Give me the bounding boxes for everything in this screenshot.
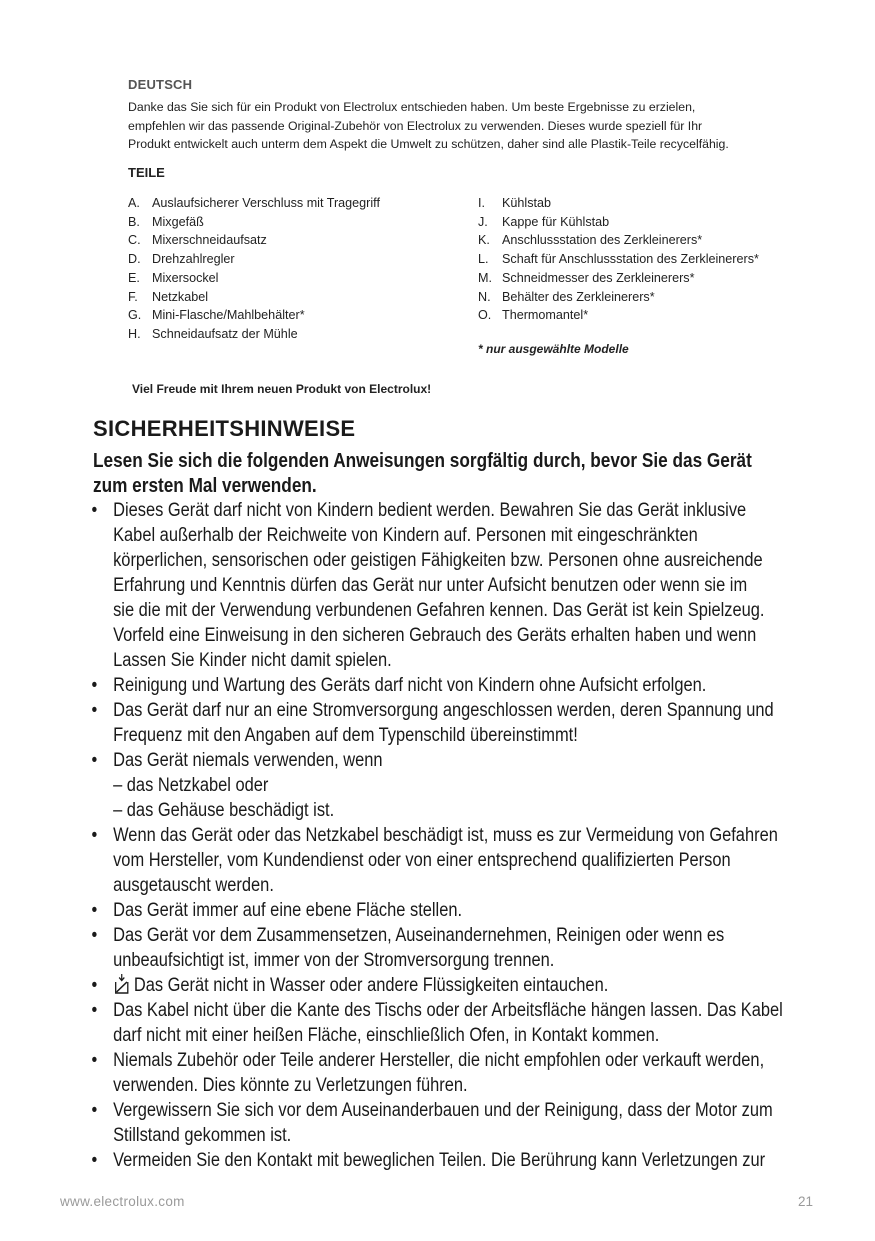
part-item [128,288,380,307]
part-item [478,194,759,213]
part-key: H. [128,326,141,341]
part-label: Kühlstab [502,196,552,210]
safety-item [88,673,819,698]
page-number: 21 [798,1194,814,1209]
intro-line: Danke das Sie sich für ein Produkt von Electrolux entschieden haben. Um beste Ergebnisse zu erzielen, [128,100,696,114]
models-note: * nur ausgewählte Modelle [478,342,629,356]
safety-title: SICHERHEITSHINWEISE [93,416,356,441]
safety-list [88,498,819,1173]
part-label: Auslaufsicherer Verschluss mit Tragegriff [152,196,380,210]
safety-line: – das Netzkabel oder [113,775,269,796]
parts-list-right [478,194,759,325]
part-key: I. [478,196,485,210]
safety-line: darf nicht mit einer heißen Fläche, einschließlich Ofen, in Kontakt kommen. [113,1025,660,1046]
no-immersion-icon [113,974,130,994]
part-label: Schaft für Anschlussstation des Zerkleinerers* [502,252,759,267]
safety-line: • Niemals Zubehör oder Teile anderer Hersteller, die nicht empfohlen oder verkauft werden, [113,1050,765,1071]
part-label: Mixersockel [152,270,219,285]
part-key: J. [478,214,488,229]
part-key: O. [478,308,492,323]
safety-item [88,748,819,823]
safety-line: Kabel außerhalb der Reichweite von Kindern auf. Personen mit eingeschränkten [113,525,698,546]
safety-line [113,973,819,998]
safety-line: Frequenz mit den Angaben auf dem Typenschild übereinstimmt! [113,725,578,746]
part-key: D. [128,252,141,267]
safety-lead-line: Lesen Sie sich die folgenden Anweisungen sorgfältig durch, bevor Sie das Gerät [93,450,752,472]
safety-line: vom Hersteller, vom Kundendienst oder von einer entsprechend qualifizierten Person [113,850,731,871]
part-item [478,213,759,232]
safety-line: • Wenn das Gerät oder das Netzkabel beschädigt ist, muss es zur Vermeidung von Gefahren [113,825,778,846]
safety-item [88,923,819,973]
safety-line-text: Das Gerät nicht in Wasser oder andere Flüssigkeiten eintauchen. [133,975,609,996]
safety-item [88,698,819,748]
language-heading: DEUTSCH [128,77,193,92]
part-key: F. [128,289,138,304]
part-item [478,288,759,307]
part-label: Kappe für Kühlstab [502,214,610,229]
part-item [128,213,380,232]
part-item [478,269,759,288]
part-label: Mixerschneidaufsatz [152,233,267,248]
safety-item [88,1098,819,1148]
safety-item [88,1148,819,1173]
safety-line: körperlichen, sensorischen oder geistigen Fähigkeiten bzw. Personen ohne ausreichende [113,550,763,571]
safety-line: ausgetauscht werden. [113,875,274,896]
part-label: Mixgefäß [152,214,204,229]
safety-item [88,823,819,898]
safety-line: • Dieses Gerät darf nicht von Kindern bedient werden. Bewahren Sie das Gerät inklusive [113,500,747,521]
safety-line: – das Gehäuse beschädigt ist. [113,800,335,821]
safety-line: sie die mit der Verwendung verbundenen Gefahren kennen. Das Gerät ist kein Spielzeug. [113,600,765,621]
closing-line: Viel Freude mit Ihrem neuen Produkt von Electrolux! [132,382,432,396]
parts-heading: TEILE [128,165,165,180]
safety-line: • Das Gerät immer auf eine ebene Fläche stellen. [113,900,463,921]
part-label: Anschlussstation des Zerkleinerers* [502,233,703,248]
safety-item [88,1048,819,1098]
part-item [128,306,380,325]
safety-line: • Vermeiden Sie den Kontakt mit beweglichen Teilen. Die Berührung kann Verletzungen zur [113,1150,766,1171]
part-label: Behälter des Zerkleinerers* [502,289,655,304]
part-key: L. [478,252,489,267]
safety-line: • Das Gerät darf nur an eine Stromversorgung angeschlossen werden, deren Spannung und [113,700,774,721]
safety-line: verwenden. Dies könnte zu Verletzungen führen. [113,1075,468,1096]
part-item [478,306,759,325]
safety-line: • Reinigung und Wartung des Geräts darf nicht von Kindern ohne Aufsicht erfolgen. [113,675,707,696]
safety-line: • Vergewissern Sie sich vor dem Auseinanderbauen und der Reinigung, dass der Motor zum [113,1100,773,1121]
safety-line: unbeaufsichtigt ist, immer von der Stromversorgung trennen. [113,950,555,971]
part-label: Drehzahlregler [152,252,235,267]
part-key: G. [128,308,142,323]
safety-line: • Das Kabel nicht über die Kante des Tischs oder der Arbeitsfläche hängen lassen. Das Kabel [113,1000,783,1021]
safety-lead [93,449,752,499]
part-label: Schneidaufsatz der Mühle [152,326,298,341]
part-item [128,231,380,250]
parts-list-left [128,194,380,344]
part-label: Mini-Flasche/Mahlbehälter* [152,308,305,323]
safety-line: • Das Gerät niemals verwenden, wenn [113,750,383,771]
safety-item [88,498,819,673]
safety-line: • Das Gerät vor dem Zusammensetzen, Auseinandernehmen, Reinigen oder wenn es [113,925,725,946]
part-key: B. [128,214,140,229]
part-item [128,269,380,288]
part-item [128,250,380,269]
part-key: N. [478,289,491,304]
safety-line: Vorfeld eine Einweisung in den sicheren Gebrauch des Geräts erhalten haben und wenn [113,625,757,646]
part-item [478,250,759,269]
part-label: Schneidmesser des Zerkleinerers* [502,270,695,285]
part-label: Thermomantel* [502,308,589,323]
part-item [128,325,380,344]
part-key: K. [478,233,490,248]
safety-item [88,973,819,998]
safety-line: Lassen Sie Kinder nicht damit spielen. [113,650,392,671]
safety-lead-line: zum ersten Mal verwenden. [93,475,317,497]
intro-paragraph [128,98,798,154]
part-key: M. [478,270,492,285]
part-key: C. [128,233,141,248]
part-key: A. [128,196,140,210]
intro-line: empfehlen wir das passende Original-Zubehör von Electrolux zu verwenden. Dieses wurde speziell für Ihr [128,118,703,133]
safety-line: Stillstand gekommen ist. [113,1125,292,1146]
part-label: Netzkabel [152,289,209,304]
safety-line: Erfahrung und Kenntnis dürfen das Gerät nur unter Aufsicht benutzen oder wenn sie im [113,575,748,596]
intro-line: Produkt entwickelt auch unterm dem Aspekt die Umwelt zu schützen, daher sind alle Plastik-Teile recycelfähig. [128,137,729,151]
part-key: E. [128,270,140,285]
safety-item [88,998,819,1048]
footer-url: www.electrolux.com [60,1194,185,1209]
part-item [478,231,759,250]
part-item [128,194,380,213]
safety-item [88,898,819,923]
